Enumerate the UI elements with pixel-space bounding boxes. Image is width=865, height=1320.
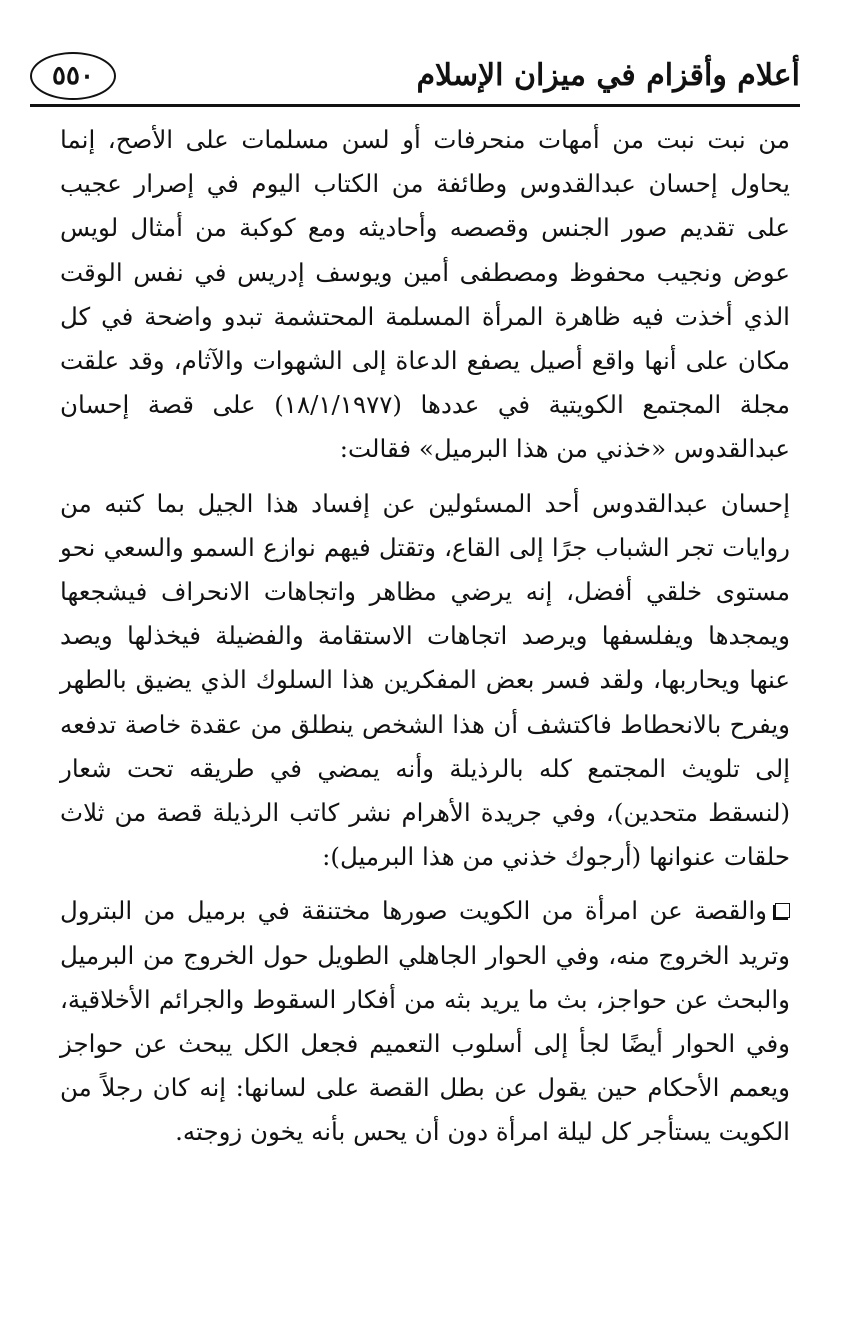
page-number: ٥٥٠ — [30, 52, 116, 100]
paragraph-3-text: والقصة عن امرأة من الكويت صورها مختنقة في برميل من البترول وتريد الخروج منه، وفي الحوار الجاهلي الطويل حول الخروج من البرميل والبحث عن حواجز، بث ما يريد بثه من أفكار السقوط والجرائم الأخلاقية، وفي الحوار أيضًا لجأ إلى أسلوب التعميم فجعل الكل يبحث عن حواجز ويعمم الأحكام حين يقول عن بطل القصة على لسانها: إنه كان رجلاً من الكويت يستأجر كل ليلة امرأة دون أن يحس بأنه يخون زوجته. — [60, 896, 790, 1147]
running-title: أعلام وأقزام في ميزان الإسلام — [416, 58, 800, 93]
paragraph-1: من نبت نبت من أمهات منحرفات أو لسن مسلمات على الأصح، إنما يحاول إحسان عبدالقدوس وطائفة من الكتاب اليوم في إصرار عجيب على تقديم صور الجنس وقصصه وأحاديثه ومع كوكبة من أمثال لويس عوض ونجيب محفوظ ومصطفى أمين ويوسف إدريس في نفس الوقت الذي أخذت فيه ظاهرة المرأة المسلمة المحتشمة تبدو واضحة في كل مكان على أنها واقع أصيل يصفع الدعاة إلى الشهوات والآثام، وقد علقت مجلة المجتمع الكويتية في عددها (١٨/١/١٩٧٧) على قصة إحسان عبدالقدوس «خذني من هذا البرميل» فقالت: — [60, 125, 790, 464]
square-bullet-icon — [775, 903, 790, 918]
paragraph-2-quotation: إحسان عبدالقدوس أحد المسئولين عن إفساد هذا الجيل بما كتبه من روايات تجر الشباب جرًا إلى القاع، وتقتل فيهم نوازع السمو والسعي نحو مستوى خلقي أفضل، إنه يرضي مظاهر واتجاهات الانحراف فيشجعها ويمجدها ويفلسفها ويرصد اتجاهات الاستقامة والفضيلة فيخذلها ويصد عنها ويحاربها، ولقد فسر بعض المفكرين هذا السلوك الذي يضيق بالطهر ويفرح بالانحطاط فاكتشف أن هذا الشخص ينطلق من عقدة خاصة تدفعه إلى تلويث المجتمع كله بالرذيلة وأنه يمضي في طريقه تحت شعار (لنسقط متحدين)، وفي جريدة الأهرام نشر كاتب الرذيلة قصة من ثلاث حلقات عنوانها (أرجوك خذني من هذا البرميل): — [60, 488, 790, 872]
page-header — [30, 52, 800, 102]
body-text — [60, 118, 790, 1155]
header-divider — [30, 104, 800, 107]
paragraph-3 — [60, 889, 790, 1154]
